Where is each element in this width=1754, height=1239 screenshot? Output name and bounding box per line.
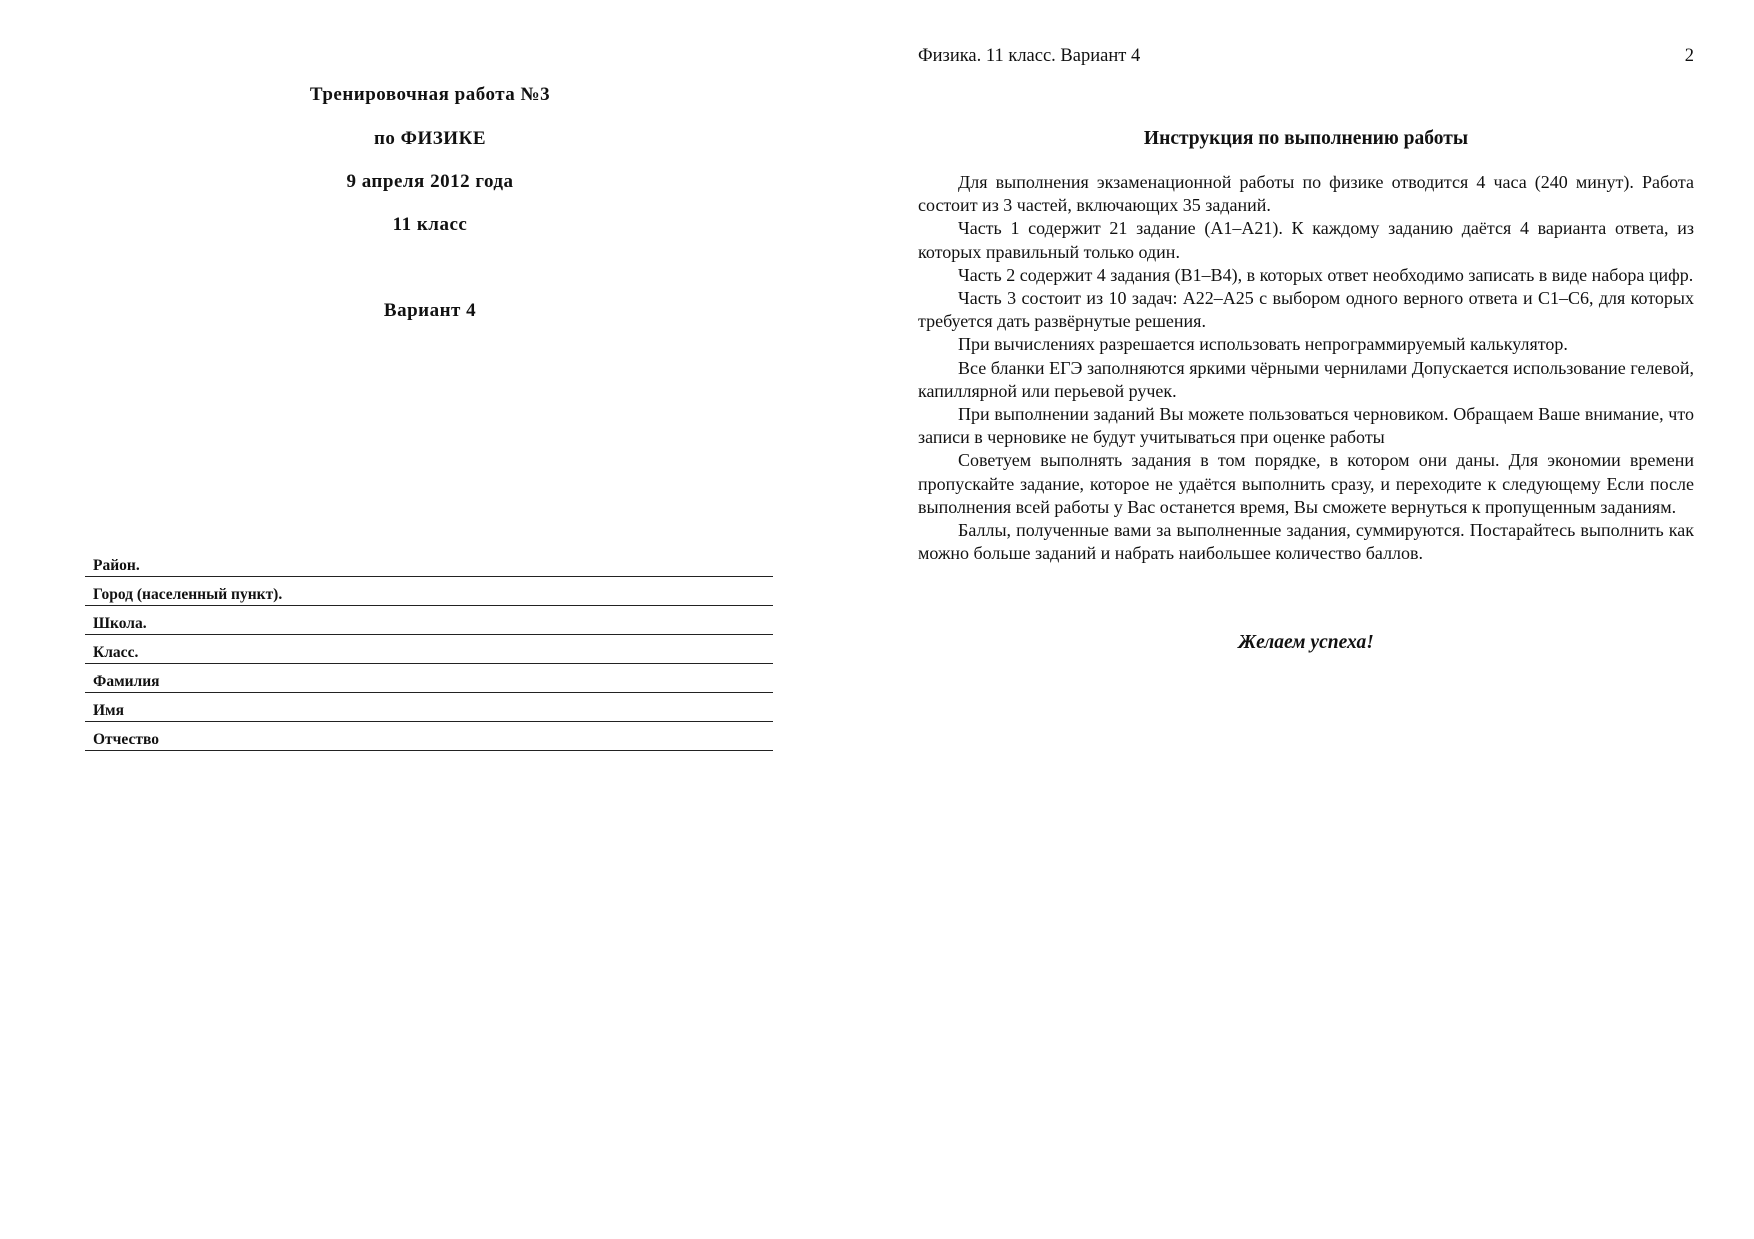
field-district[interactable]: [85, 548, 773, 577]
running-header: Физика. 11 класс. Вариант 4: [918, 46, 1141, 66]
field-patronymic[interactable]: [85, 722, 773, 751]
field-label: Отчество: [93, 731, 159, 748]
grade-label: 11 класс: [392, 214, 468, 235]
paragraph: Часть 2 содержит 4 задания (В1–В4), в которых ответ необходимо записать в виде набора цифр.: [958, 264, 1694, 285]
field-city[interactable]: [85, 577, 773, 606]
paragraph: Часть 3 состоит из 10 задач: А22–А25 с выбором одного верного ответа и С1–С6, для которых требуется дать развёрнутые решения.: [918, 288, 1694, 332]
field-class[interactable]: [85, 635, 773, 664]
field-label: Класс.: [93, 644, 139, 661]
instructions-page: [877, 0, 1754, 1239]
page-number: 2: [1684, 46, 1694, 66]
exam-date: 9 апреля 2012 года: [346, 171, 514, 192]
paragraph: Советуем выполнять задания в том порядке, в котором они даны. Для экономии времени пропускайте задание, которое не удаётся выполнить сразу, и переходите к следующему Если после выполнения всей работы у Вас останется время, Вы сможете вернуться к пропущенным заданиям.: [918, 450, 1694, 517]
instructions-body: [918, 171, 1694, 565]
work-title: Тренировочная работа №3: [309, 84, 551, 105]
paragraph: Все бланки ЕГЭ заполняются яркими чёрными чернилами Допускается использование гелевой, капиллярной или перьевой ручек.: [918, 357, 1694, 401]
instructions-title: Инструкция по выполнению работы: [1143, 128, 1469, 149]
field-label: Школа.: [93, 615, 147, 632]
paragraph: При вычислениях разрешается использовать непрограммируемый калькулятор.: [958, 334, 1568, 355]
field-name[interactable]: [85, 693, 773, 722]
field-school[interactable]: [85, 606, 773, 635]
paragraph: Для выполнения экзаменационной работы по физике отводится 4 часа (240 минут). Работа состоит из 3 частей, включающих 35 заданий.: [918, 172, 1694, 216]
variant-label: Вариант 4: [383, 300, 477, 321]
field-label: Фамилия: [93, 673, 160, 690]
subject-title: по ФИЗИКЕ: [373, 128, 487, 149]
field-surname[interactable]: [85, 664, 773, 693]
student-info-form: [85, 548, 773, 751]
paragraph: Баллы, полученные вами за выполненные задания, суммируются. Постарайтесь выполнить как можно больше заданий и набрать наибольшее количество баллов.: [918, 520, 1694, 564]
field-label: Город (населенный пункт).: [93, 586, 283, 603]
field-label: Имя: [93, 702, 124, 719]
paragraph: Часть 1 содержит 21 задание (А1–А21). К каждому заданию даётся 4 варианта ответа, из которых правильный только один.: [918, 218, 1694, 262]
field-label: Район.: [93, 557, 140, 574]
closing-wish: Желаем успеха!: [1238, 632, 1374, 653]
paragraph: При выполнении заданий Вы можете пользоваться черновиком. Обращаем Ваше внимание, что записи в черновике не будут учитываться при оценке работы: [918, 404, 1694, 448]
